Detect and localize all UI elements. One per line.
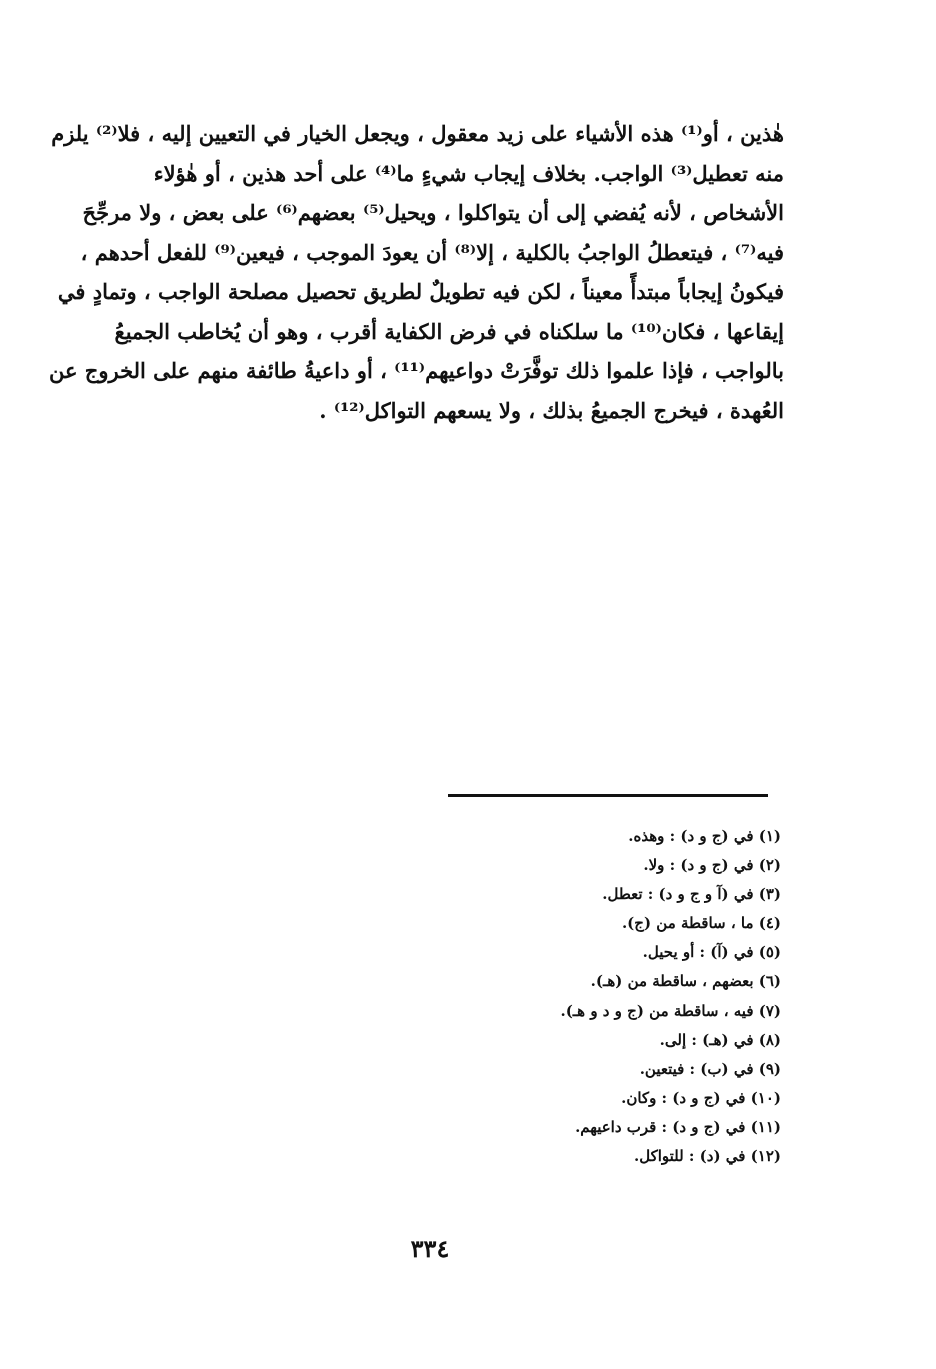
footnotes-list	[281, 822, 781, 1171]
footnote: (١٢) في (د) : للتواكل.	[633, 1147, 781, 1166]
footnote: (٧) فيه ، ساقطة من (ج و د و هـ).	[560, 1001, 781, 1020]
footnote: (٥) في (آ) : أو يحيل.	[642, 943, 781, 962]
footnote: (٢) في (ج و د) : ولا.	[643, 856, 781, 875]
footnote-divider	[448, 794, 768, 797]
text-line: الأشخاص ، لأنه يُفضي إلى أن يتواكلوا ، ويحيل⁽⁵⁾ بعضهم⁽⁶⁾ على بعض ، ولا مرجِّحَ	[82, 200, 784, 225]
main-text	[48, 114, 784, 430]
footnote: (٣) في (آ و ج و د) : تعطل.	[602, 885, 781, 904]
text-line: العُهدة ، فيخرج الجميعُ بذلك ، ولا يسعهم التواكل⁽¹²⁾ .	[319, 397, 784, 423]
text-line: فيكونُ إيجاباً مبتدأً معيناً ، لكن فيه تطويلٌ لطريق تحصيل مصلحة الواجب ، وتمادٍ في	[57, 279, 784, 304]
footnote: (٦) بعضهم ، ساقطة من (هـ).	[590, 972, 781, 991]
footnote: (٤) ما ، ساقطة من (ج).	[621, 914, 781, 933]
footnote: (١١) في (ج و د) : قرب داعيهم.	[575, 1117, 781, 1136]
text-line: منه تعطيل⁽³⁾ الواجب. بخلاف إيجاب شيءٍ ما⁽⁴⁾ على أحد هذين ، أو هٰؤلاء	[153, 160, 784, 186]
text-line: بالواجب ، فإذا علموا ذلك توفَّرَتْ دواعيهم⁽¹¹⁾ ، أو داعيةُ طائفة منهم على الخروج عن	[48, 358, 784, 383]
text-line: فيه⁽⁷⁾ ، فيتعطلُ الواجبُ بالكلية ، إلا⁽⁸⁾ أن يعودَ الموجب ، فيعين⁽⁹⁾ للفعل أحدهم ،	[80, 239, 784, 265]
footnote: (٨) في (هـ) : إلى.	[659, 1030, 781, 1049]
text-line: إيقاعها ، فكان⁽¹⁰⁾ ما سلكناه في فرض الكفاية أقرب ، وهو أن يُخاطب الجميعُ	[114, 318, 784, 344]
text-line: هٰذين ، أو⁽¹⁾ هذه الأشياء على زيد معقول ، ويجعل الخيار في التعيين إليه ، فلا⁽²⁾ يلزم	[51, 121, 784, 146]
footnote: (١) في (ج و د) : وهذه.	[628, 827, 781, 845]
footnote: (١٠) في (ج و د) : وكان.	[621, 1088, 781, 1107]
footnote: (٩) في (ب) : فيتعين.	[639, 1059, 781, 1078]
page-number: ٣٣٤	[410, 1234, 450, 1263]
